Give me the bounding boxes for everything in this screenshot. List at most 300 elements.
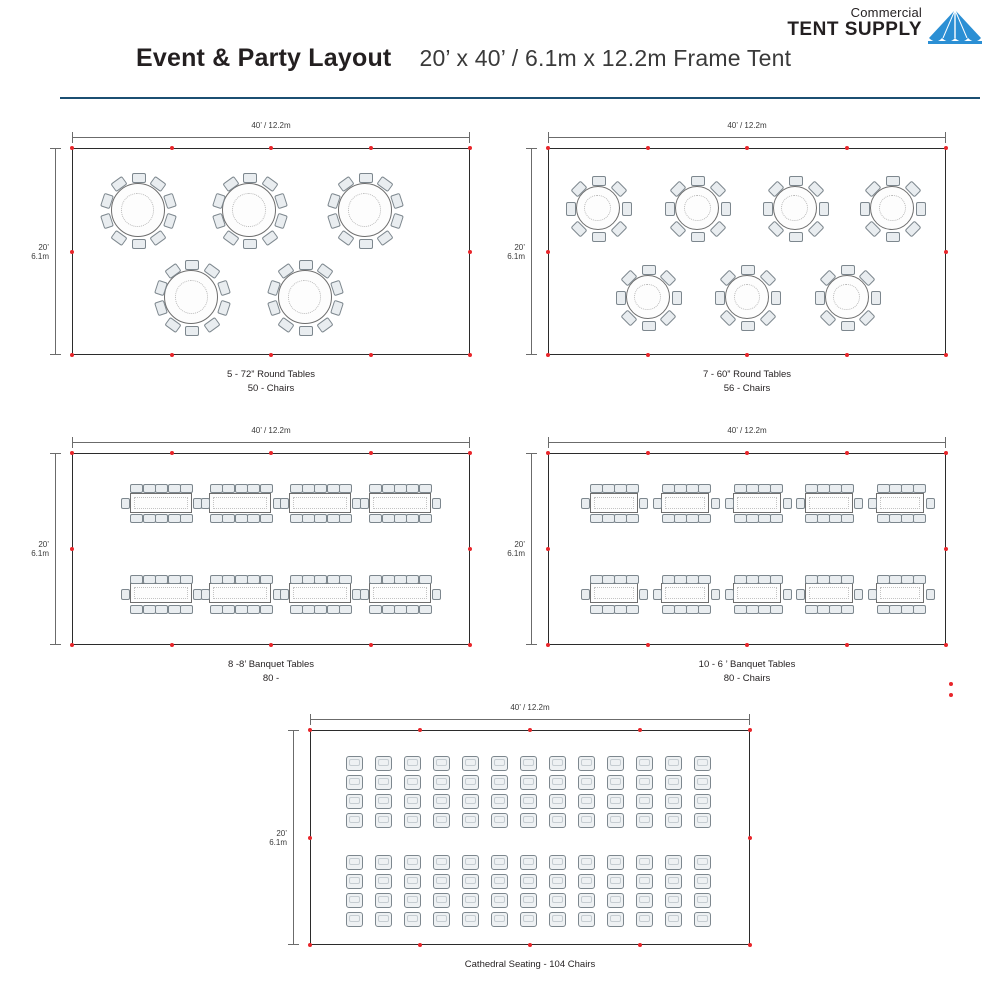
chair (185, 260, 199, 270)
chair (243, 239, 257, 249)
banquet-table (289, 583, 351, 603)
chair (607, 775, 624, 790)
dimension-tick (469, 437, 470, 448)
dimension-tick (526, 453, 537, 454)
chair (672, 291, 682, 305)
chair (770, 484, 783, 493)
dimension-tick (469, 132, 470, 143)
anchor-dot (269, 643, 273, 647)
chair (642, 265, 656, 275)
chair (168, 484, 181, 493)
dimension-tick (945, 437, 946, 448)
chair (327, 575, 340, 584)
chair (432, 589, 441, 600)
chair (394, 605, 407, 614)
chair (636, 912, 653, 927)
chair (636, 756, 653, 771)
chair (578, 855, 595, 870)
chair (210, 484, 223, 493)
chair (520, 893, 537, 908)
chair (549, 775, 566, 790)
chair (210, 514, 223, 523)
chair (346, 874, 363, 889)
anchor-dot (269, 451, 273, 455)
chair (339, 514, 352, 523)
chair (789, 232, 803, 242)
banquet-table (369, 493, 431, 513)
chair (549, 912, 566, 927)
anchor-dot (638, 728, 642, 732)
chair (432, 498, 441, 509)
anchor-dot (468, 547, 472, 551)
table-top (725, 275, 769, 319)
caption-line-2: 80 - (262, 673, 280, 685)
anchor-dot (745, 146, 749, 150)
chair (789, 176, 803, 186)
table-top (209, 493, 271, 513)
chair (260, 575, 273, 584)
chair (578, 756, 595, 771)
chair (346, 775, 363, 790)
chair (783, 498, 792, 509)
anchor-dot (646, 146, 650, 150)
banquet-table (733, 583, 781, 603)
chair (143, 605, 156, 614)
anchor-dot (528, 943, 532, 947)
chair (235, 605, 248, 614)
dimension-tick (50, 453, 61, 454)
dimension-width-label: 40’ / 12.2m (72, 426, 470, 435)
chair (639, 589, 648, 600)
chair (622, 202, 632, 216)
chair (698, 514, 711, 523)
chair (130, 605, 143, 614)
chair (143, 575, 156, 584)
chair (578, 893, 595, 908)
table-top (876, 493, 924, 513)
chair (155, 575, 168, 584)
table-top (130, 493, 192, 513)
chair (819, 202, 829, 216)
chair (607, 756, 624, 771)
chair (404, 794, 421, 809)
chair (419, 484, 432, 493)
chair (665, 756, 682, 771)
anchor-dot (646, 451, 650, 455)
chair (665, 893, 682, 908)
table-top (164, 270, 218, 324)
banquet-table (661, 583, 709, 603)
chair (433, 893, 450, 908)
chair (665, 874, 682, 889)
chair (168, 605, 181, 614)
dimension-top (72, 121, 470, 142)
chair (549, 855, 566, 870)
chair (359, 173, 373, 183)
chair (642, 321, 656, 331)
dimension-top (310, 703, 750, 724)
chair (691, 232, 705, 242)
chair (926, 589, 935, 600)
chair (369, 605, 382, 614)
chair (155, 484, 168, 493)
anchor-dot (170, 451, 174, 455)
chair (566, 202, 576, 216)
anchor-dot (546, 353, 550, 357)
anchor-dot (369, 643, 373, 647)
chair (394, 575, 407, 584)
brand-line2: TENT SUPPLY (787, 18, 922, 40)
chair (121, 589, 130, 600)
page-subtitle: 20’ x 40’ / 6.1m x 12.2m Frame Tent (419, 45, 792, 71)
chair (491, 912, 508, 927)
dimension-tick (50, 644, 61, 645)
chair (725, 498, 734, 509)
chair (549, 893, 566, 908)
chair (143, 484, 156, 493)
chair (841, 575, 854, 584)
banquet-table (289, 493, 351, 513)
table-top (675, 186, 719, 230)
layout-caption (72, 368, 470, 397)
chair (694, 794, 711, 809)
anchor-dot (468, 146, 472, 150)
anchor-dot (468, 451, 472, 455)
chair (626, 575, 639, 584)
banquet-table (209, 493, 271, 513)
chair (346, 912, 363, 927)
dimension-line (55, 148, 56, 355)
chair (841, 484, 854, 493)
anchor-dot (944, 547, 948, 551)
anchor-dot (369, 353, 373, 357)
chair (299, 326, 313, 336)
chair (290, 514, 303, 523)
chair (185, 326, 199, 336)
anchor-dot (369, 146, 373, 150)
chair (711, 589, 720, 600)
chair (180, 514, 193, 523)
chair (854, 498, 863, 509)
chair (581, 589, 590, 600)
caption-line-1: Cathedral Seating - 104 Chairs (464, 959, 596, 970)
chair (913, 605, 926, 614)
anchor-dot (546, 451, 550, 455)
chair (691, 176, 705, 186)
chair (520, 775, 537, 790)
layout-caption (548, 658, 946, 687)
chair (871, 291, 881, 305)
chair (314, 575, 327, 584)
dimension-left (507, 148, 536, 355)
chair (926, 498, 935, 509)
chair (694, 893, 711, 908)
table-top (278, 270, 332, 324)
anchor-dot (70, 146, 74, 150)
chair (433, 855, 450, 870)
anchor-dot (748, 728, 752, 732)
banquet-table (876, 493, 924, 513)
chair (616, 291, 626, 305)
anchor-dot (269, 146, 273, 150)
chair (763, 202, 773, 216)
chair (302, 605, 315, 614)
dimension-width-label: 40’ / 12.2m (310, 703, 750, 712)
chair (665, 813, 682, 828)
chair (314, 484, 327, 493)
dimension-height-label: 20’ 6.1m (31, 539, 49, 558)
dimension-line (55, 453, 56, 645)
chair (578, 813, 595, 828)
anchor-dot (308, 836, 312, 840)
chair (360, 498, 369, 509)
caption-line-2: 56 - Chairs (723, 383, 771, 395)
banquet-table (805, 493, 853, 513)
chair (653, 589, 662, 600)
dimension-left (31, 453, 60, 645)
dimension-width-label: 40’ / 12.2m (548, 121, 946, 130)
round-table (278, 270, 332, 324)
dimension-tick (548, 437, 549, 448)
chair (770, 514, 783, 523)
banquet-table (733, 493, 781, 513)
chair (607, 813, 624, 828)
chair (359, 239, 373, 249)
chair (235, 484, 248, 493)
banquet-table (130, 493, 192, 513)
chair (260, 605, 273, 614)
dimension-height-label: 20’ 6.1m (507, 242, 525, 261)
anchor-dot (308, 943, 312, 947)
chair (653, 498, 662, 509)
chair (419, 605, 432, 614)
chair (841, 321, 855, 331)
chair (913, 514, 926, 523)
chair (607, 874, 624, 889)
chair (491, 874, 508, 889)
dimension-line (531, 148, 532, 355)
anchor-dot (546, 250, 550, 254)
chair (132, 173, 146, 183)
round-table (870, 186, 914, 230)
chair (375, 775, 392, 790)
chair (302, 484, 315, 493)
banquet-table (805, 583, 853, 603)
chair (462, 813, 479, 828)
chair (841, 605, 854, 614)
chair (549, 756, 566, 771)
chair (130, 514, 143, 523)
chair (222, 575, 235, 584)
banquet-table (590, 493, 638, 513)
dimension-line (531, 453, 532, 645)
chair (406, 514, 419, 523)
anchor-dot (646, 353, 650, 357)
chair (369, 484, 382, 493)
chair (665, 912, 682, 927)
chair (636, 775, 653, 790)
dimension-width-label: 40’ / 12.2m (548, 426, 946, 435)
chair (247, 514, 260, 523)
chair (210, 575, 223, 584)
anchor-dot (944, 250, 948, 254)
chair (607, 794, 624, 809)
chair (369, 514, 382, 523)
chair (607, 893, 624, 908)
banquet-table (876, 583, 924, 603)
anchor-dot (949, 693, 953, 697)
chair (394, 484, 407, 493)
dimension-left (507, 453, 536, 645)
layout-caption (548, 368, 946, 397)
dimension-height-label: 20’ 6.1m (31, 242, 49, 261)
chair (290, 484, 303, 493)
chair (698, 575, 711, 584)
chair (549, 794, 566, 809)
dimension-tick (526, 644, 537, 645)
dimension-tick (526, 354, 537, 355)
chair (375, 893, 392, 908)
anchor-dot (944, 353, 948, 357)
table-top (289, 493, 351, 513)
table-top (222, 183, 276, 237)
chair (694, 912, 711, 927)
caption-line-1: 7 - 60” Round Tables (702, 369, 792, 380)
chair (375, 874, 392, 889)
anchor-dot (944, 451, 948, 455)
chair (327, 514, 340, 523)
anchor-dot (170, 643, 174, 647)
chair (868, 589, 877, 600)
banquet-table (590, 583, 638, 603)
chair (462, 912, 479, 927)
round-table (338, 183, 392, 237)
chair (916, 202, 926, 216)
table-top (369, 493, 431, 513)
dimension-line (548, 442, 946, 443)
chair (339, 484, 352, 493)
chair (607, 912, 624, 927)
chair (913, 484, 926, 493)
chair (715, 291, 725, 305)
anchor-dot (528, 728, 532, 732)
anchor-dot (468, 353, 472, 357)
chair (886, 232, 900, 242)
chair (854, 589, 863, 600)
chair (491, 893, 508, 908)
chair (636, 794, 653, 809)
chair (491, 813, 508, 828)
banquet-table (130, 583, 192, 603)
dimension-line (293, 730, 294, 945)
chair (404, 756, 421, 771)
chair (180, 575, 193, 584)
chair (783, 589, 792, 600)
chair (180, 605, 193, 614)
table-top (338, 183, 392, 237)
chair (626, 605, 639, 614)
chair (462, 775, 479, 790)
chair (346, 855, 363, 870)
chair (796, 498, 805, 509)
chair (549, 813, 566, 828)
chair (404, 813, 421, 828)
anchor-dot (745, 353, 749, 357)
banquet-table (209, 583, 271, 603)
chair (369, 575, 382, 584)
chair (302, 575, 315, 584)
anchor-dot (369, 451, 373, 455)
chair (520, 794, 537, 809)
chair (636, 874, 653, 889)
dimension-top (548, 121, 946, 142)
anchor-dot (845, 643, 849, 647)
chair (222, 514, 235, 523)
chair (462, 756, 479, 771)
round-table (675, 186, 719, 230)
chair (741, 321, 755, 331)
page-title: Event & Party Layout (136, 44, 392, 72)
chair (260, 514, 273, 523)
chair (841, 265, 855, 275)
dimension-tick (50, 354, 61, 355)
chair (404, 775, 421, 790)
chair (694, 756, 711, 771)
dimension-tick (526, 148, 537, 149)
chair (721, 202, 731, 216)
chair (491, 756, 508, 771)
chair (549, 874, 566, 889)
round-table (725, 275, 769, 319)
chair (433, 813, 450, 828)
chair (132, 239, 146, 249)
chair (698, 605, 711, 614)
chair (607, 855, 624, 870)
chair (491, 775, 508, 790)
chair (913, 575, 926, 584)
layout-caption (310, 958, 750, 972)
chair (578, 874, 595, 889)
table-top (590, 493, 638, 513)
anchor-dot (845, 353, 849, 357)
dimension-width-label: 40’ / 12.2m (72, 121, 470, 130)
chair (592, 176, 606, 186)
chair (394, 514, 407, 523)
chair (247, 605, 260, 614)
chair (130, 575, 143, 584)
chair (626, 514, 639, 523)
chair (694, 813, 711, 828)
chair (711, 498, 720, 509)
chair (280, 498, 289, 509)
dimension-line (72, 442, 470, 443)
anchor-dot (745, 643, 749, 647)
chair (360, 589, 369, 600)
table-top (870, 186, 914, 230)
chair (860, 202, 870, 216)
chair (636, 813, 653, 828)
chair (339, 575, 352, 584)
caption-line-2: 50 - Chairs (247, 383, 295, 395)
dimension-tick (288, 730, 299, 731)
chair (462, 855, 479, 870)
table-top (733, 493, 781, 513)
chair (433, 874, 450, 889)
caption-line-1: 5 - 72” Round Tables (226, 369, 316, 380)
chair (665, 855, 682, 870)
chair (346, 794, 363, 809)
chair (247, 484, 260, 493)
